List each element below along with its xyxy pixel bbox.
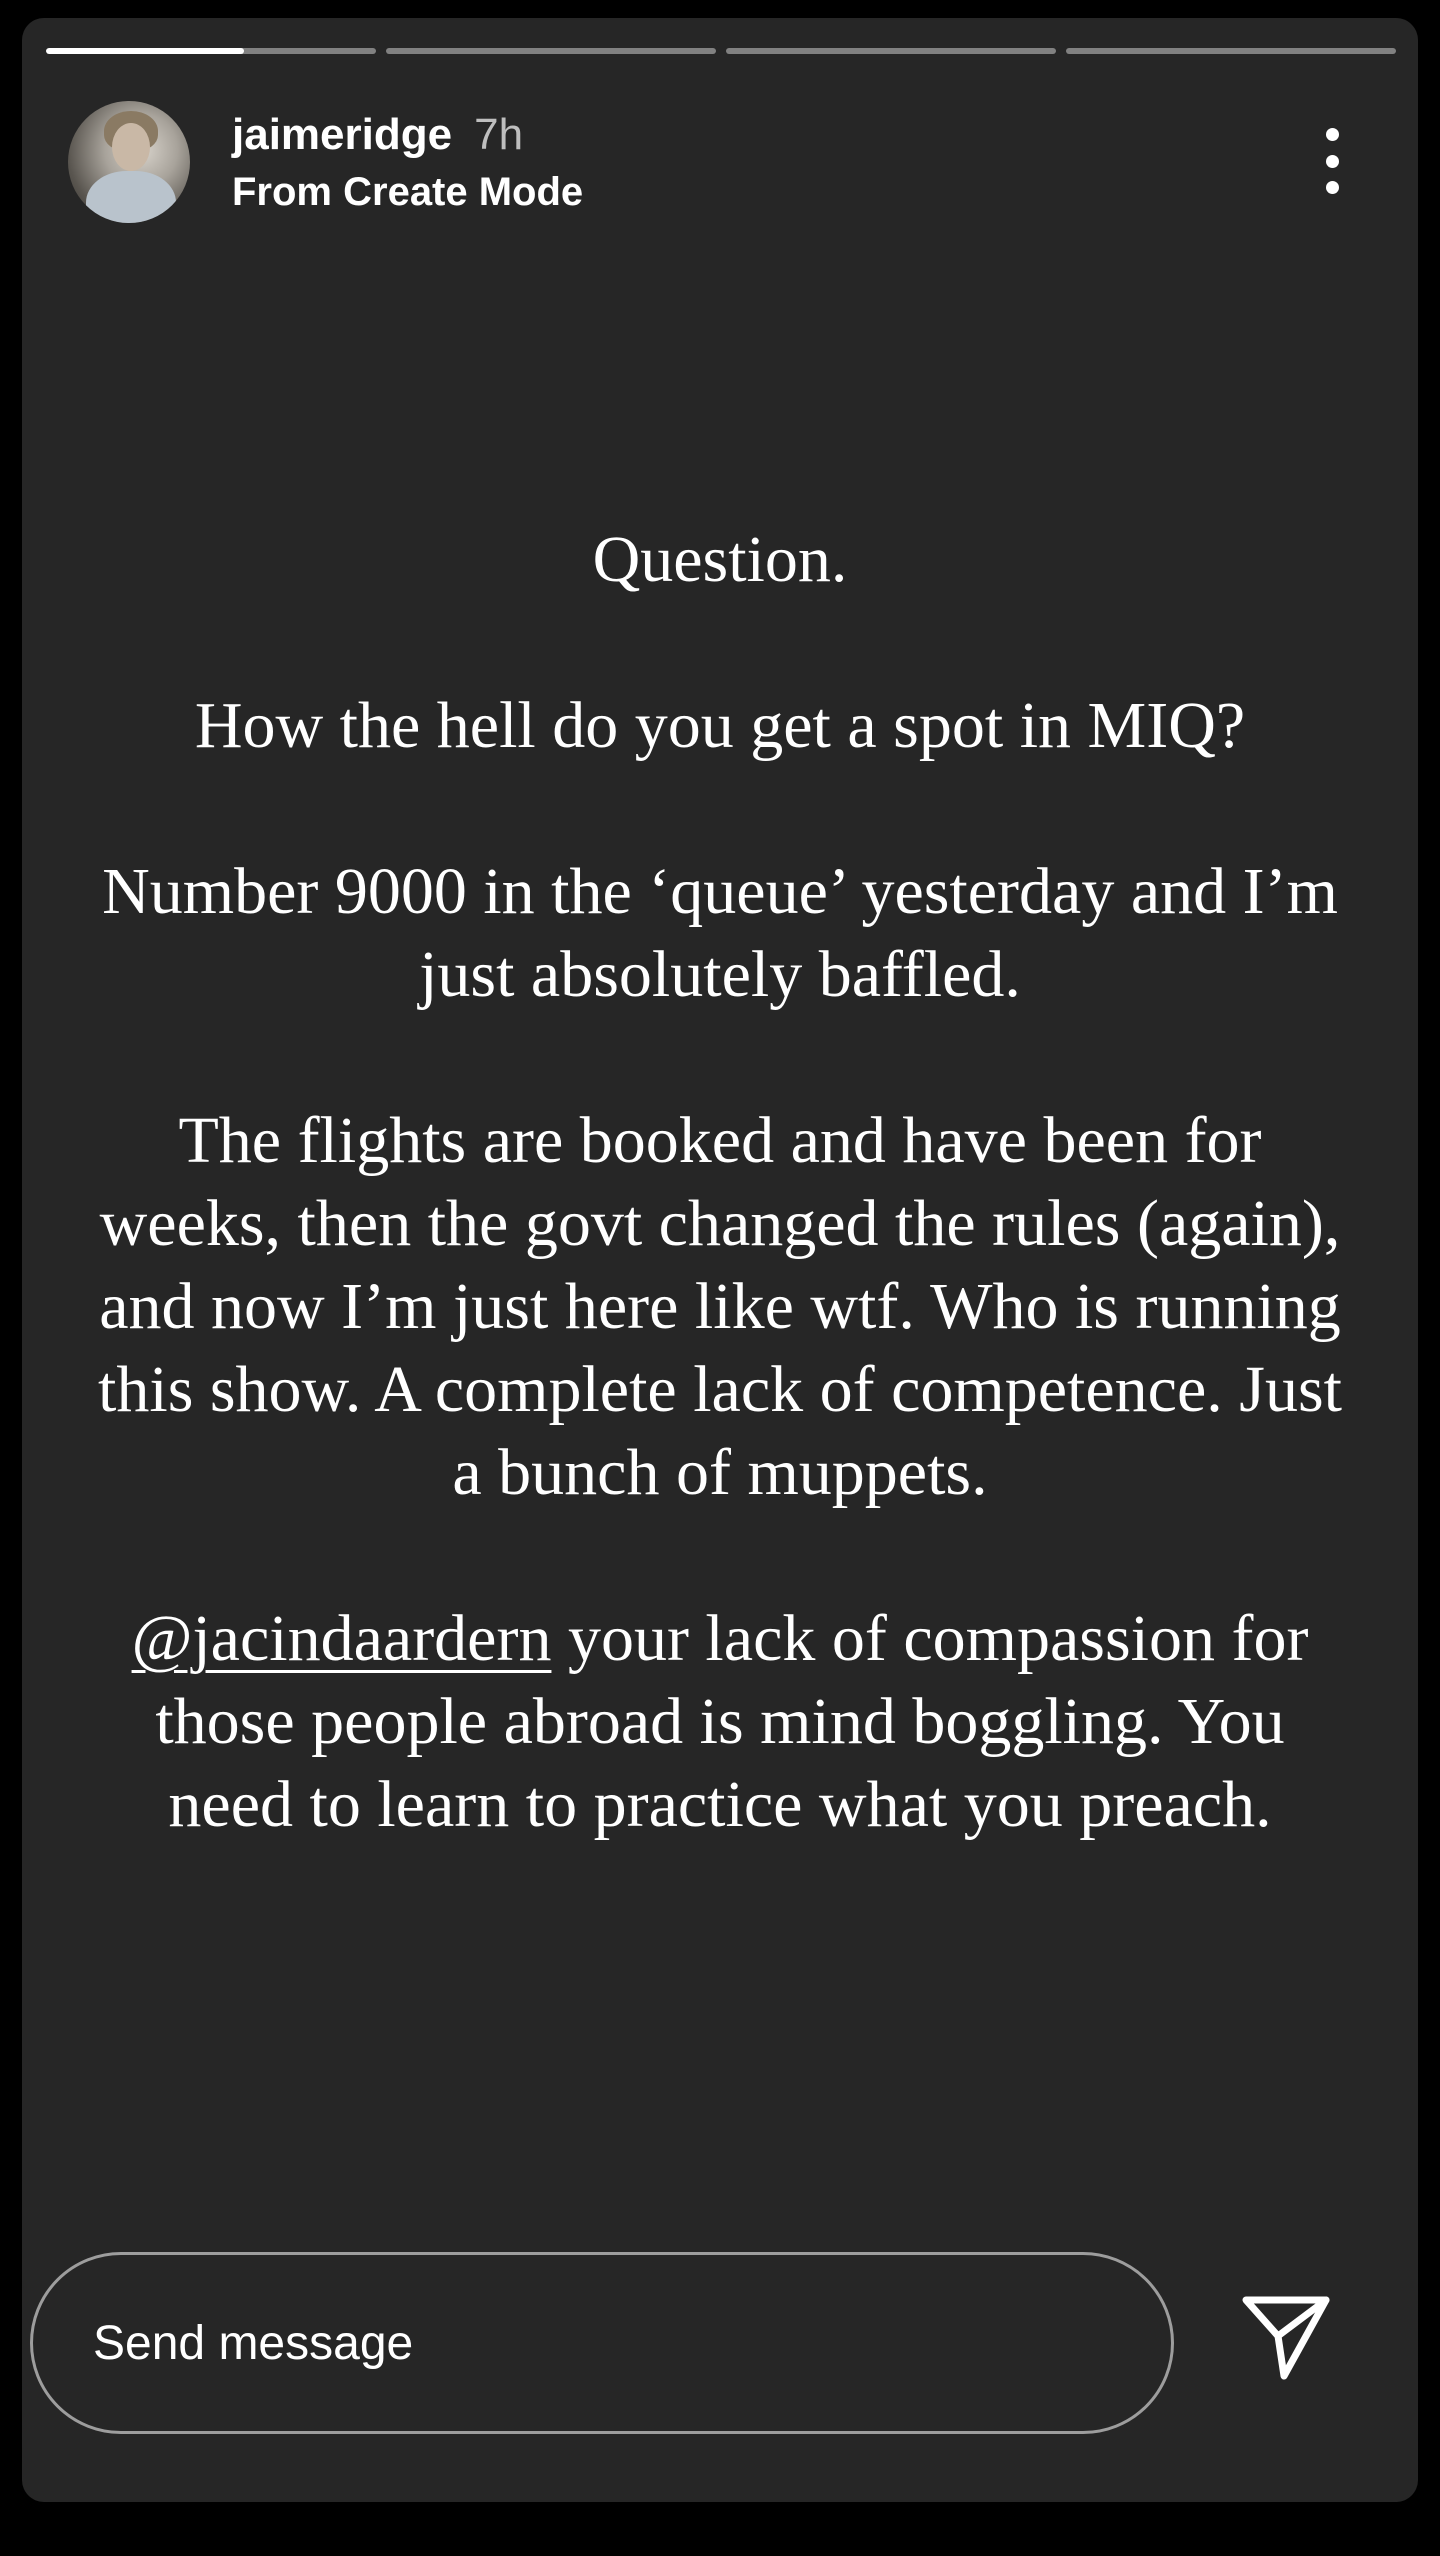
progress-segment [46,48,376,54]
avatar[interactable] [68,101,190,223]
story-paragraph: The flights are booked and have been for weeks, then the govt changed the rules (again), and now I’m just here like wtf. Who is running this show. A complete lack of competence. Just a bunch of muppets. [98,1104,1342,1509]
story-paragraph: How the hell do you get a spot in MIQ? [194,689,1246,762]
story-header [68,94,583,230]
send-message-input[interactable] [91,2315,1095,2372]
author-meta [232,110,583,215]
progress-segment [1066,48,1396,54]
story-paragraph: Question. [592,523,848,596]
story-paragraph [92,1597,1348,1846]
story-subtitle: From Create Mode [232,169,584,214]
username-link[interactable]: jaimeridge [232,109,453,159]
more-vertical-icon [1326,128,1339,141]
more-options-button[interactable] [1312,116,1352,206]
story-text-block [92,518,1348,1846]
mention-paragraph-text: your lack of compassion for those people abroad is mind boggling. You need to learn to practice what you preach. [155,1602,1309,1841]
story-paragraph: Number 9000 in the ‘queue’ yesterday and I’m just absolutely baffled. [102,855,1338,1011]
paper-plane-icon[interactable] [1238,2290,1334,2386]
progress-segment [726,48,1056,54]
more-dot [1326,155,1339,168]
timestamp: 7h [474,109,524,159]
progress-segment [386,48,716,54]
message-composer [30,2252,1174,2434]
story-viewer [22,18,1418,2502]
story-progress-bar [46,48,1396,54]
more-dot [1326,181,1339,194]
mention-link[interactable]: @jacindaardern [131,1602,552,1675]
